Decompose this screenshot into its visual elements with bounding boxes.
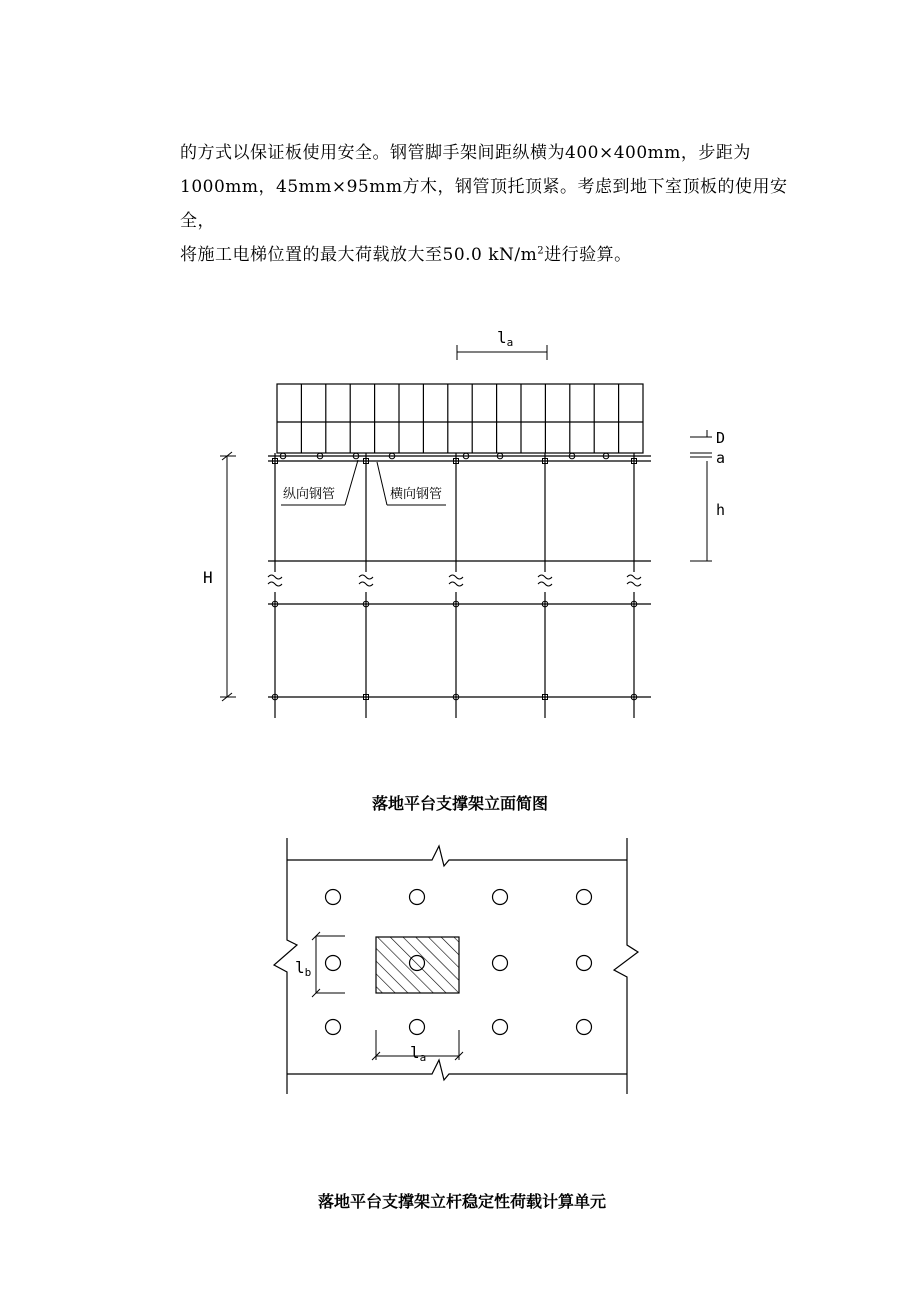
break-symbols <box>267 572 642 592</box>
elevation-diagram <box>0 310 920 730</box>
break-gap <box>267 572 283 592</box>
label-D: D <box>716 429 726 447</box>
body-paragraph <box>180 136 800 272</box>
standard-circle <box>326 1020 341 1035</box>
standard-circle <box>326 956 341 971</box>
paragraph-line-3: 将施工电梯位置的最大荷载放大至50.0 $kN/m^2$进行验算。 <box>180 245 632 265</box>
paragraph-line-1: 的方式以保证板使用安全。钢管脚手架间距纵横为400×400mm，步距为 <box>180 143 751 163</box>
calculation-unit-hatch <box>376 937 459 993</box>
dimension-la <box>457 328 547 360</box>
label-a: a <box>716 449 726 467</box>
standard-circle <box>410 890 425 905</box>
standard-circle <box>326 890 341 905</box>
dimension-right <box>690 429 725 561</box>
timber-grid <box>277 384 643 453</box>
label-la-plan: la <box>410 1043 427 1064</box>
break-gap <box>537 572 553 592</box>
pipe-leaders <box>281 460 446 505</box>
figure1-caption: 落地平台支撑架立面简图 <box>371 794 548 813</box>
standard-circle <box>410 1020 425 1035</box>
dimension-H <box>203 452 236 701</box>
standard-circle <box>493 890 508 905</box>
superscript-2: 2 <box>537 245 545 257</box>
break-gap <box>626 572 642 592</box>
dimension-lb <box>295 932 345 997</box>
figure2-caption: 落地平台支撑架立杆稳定性荷载计算单元 <box>317 1192 606 1211</box>
standard-circle <box>577 956 592 971</box>
break-gap <box>358 572 374 592</box>
label-h: h <box>716 501 726 519</box>
label-H: H <box>203 568 213 587</box>
standard-circle <box>577 1020 592 1035</box>
label-la: la <box>497 328 514 349</box>
standard-circle <box>493 1020 508 1035</box>
break-gap <box>448 572 464 592</box>
label-lb: lb <box>295 958 312 979</box>
dimension-la-plan <box>372 1030 463 1064</box>
label-transverse-pipe: 横向钢管 <box>390 487 443 502</box>
paragraph-line-2: 1000mm，45mm×95mm方木，钢管顶托顶紧。考虑到地下室顶板的使用安全， <box>180 177 788 231</box>
standard-circle <box>577 890 592 905</box>
standard-circle <box>493 956 508 971</box>
plan-diagram <box>0 830 920 1100</box>
label-longitudinal-pipe: 纵向钢管 <box>283 487 336 502</box>
